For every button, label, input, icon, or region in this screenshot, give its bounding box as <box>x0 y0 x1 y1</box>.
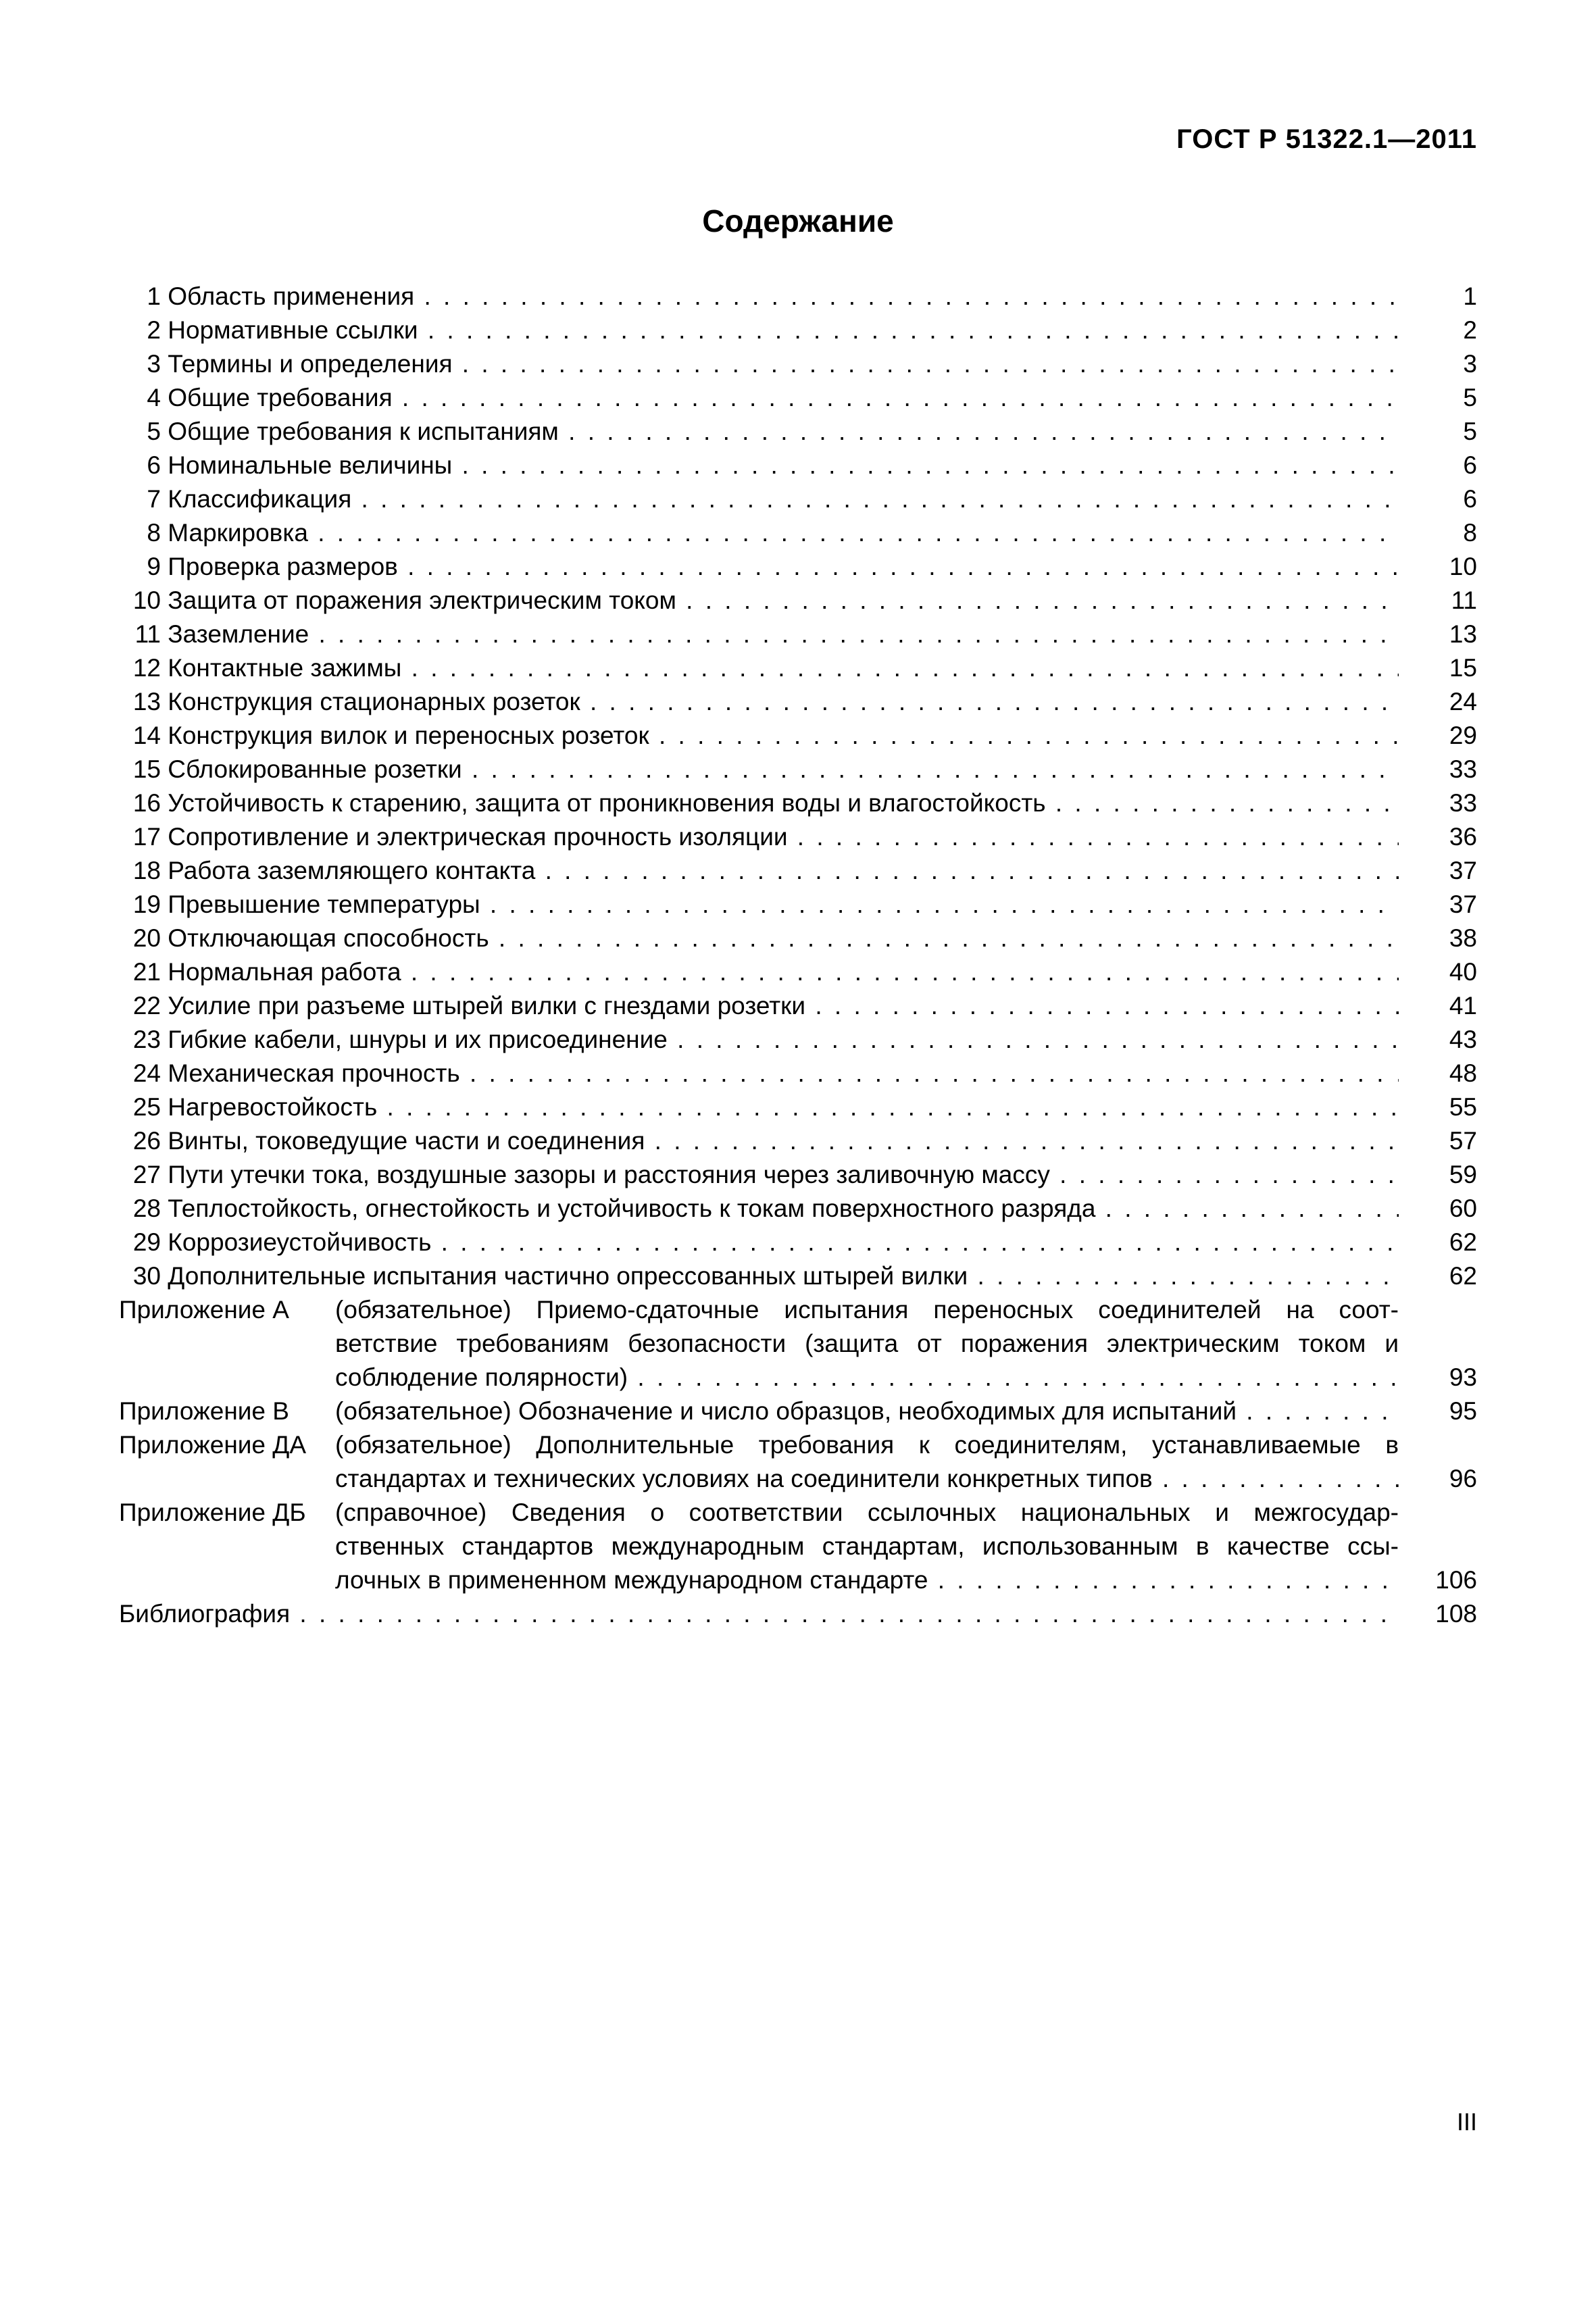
toc-entry-title: Конструкция стационарных розеток <box>168 688 580 715</box>
toc-entry-number: 13 <box>132 688 161 715</box>
toc-entry-number: 28 <box>132 1194 161 1222</box>
toc-title: Содержание <box>702 203 894 238</box>
toc-annex-line <box>119 1462 1477 1496</box>
toc-entry-title: Винты, токоведущие части и соединения <box>168 1127 645 1155</box>
toc-annex-text: соблюдение полярности) . . . <box>335 1361 1399 1394</box>
toc-entry-title: Термины и определения <box>168 350 453 378</box>
toc-entry-leader <box>161 1023 1399 1057</box>
toc-entry-number: 20 <box>132 924 161 952</box>
toc-annex <box>119 1496 1477 1597</box>
toc-entry-title: Сопротивление и электрическая прочность изоляции <box>168 823 788 851</box>
toc-annex-line <box>119 1361 1477 1394</box>
toc-annex-text: (обязательное) Дополнительные требования к соединителям, устанавливаемые в <box>335 1431 1399 1459</box>
toc-entry-page: 38 <box>1449 924 1477 952</box>
toc-entry-title: Коррозиеустойчивость <box>168 1228 432 1256</box>
toc-entry <box>119 955 1477 989</box>
toc-entry <box>119 786 1477 820</box>
toc-entry-leader <box>161 854 1399 888</box>
toc-entry-leader <box>161 584 1399 618</box>
toc-annex-line <box>119 1394 1477 1428</box>
toc-entry-page: 62 <box>1449 1228 1477 1256</box>
toc-entry-page: 60 <box>1449 1194 1477 1222</box>
toc-entry <box>119 1023 1477 1057</box>
toc-entry-number: 18 <box>132 857 161 884</box>
toc-entry-leader <box>161 888 1399 922</box>
toc-annex-page: 93 <box>1449 1363 1477 1391</box>
toc-entry-title: Область применения <box>168 282 415 310</box>
toc-entry-title: Устойчивость к старению, защита от проникновения воды и влагостойкость <box>168 789 1046 817</box>
toc-entry-leader <box>161 651 1399 685</box>
toc-entry-title: Нормативные ссылки <box>168 316 418 344</box>
toc-entry <box>119 550 1477 584</box>
toc-entry-number: 15 <box>132 755 161 783</box>
toc-entry-number: 24 <box>132 1059 161 1087</box>
toc-entry-leader <box>161 719 1399 753</box>
toc-entry-title: Гибкие кабели, шнуры и их присоединение <box>168 1026 668 1053</box>
toc-annex-line <box>119 1563 1477 1597</box>
toc-entry-leader <box>161 1192 1399 1226</box>
toc-entry-page: 13 <box>1449 620 1477 648</box>
toc-entry-page: 5 <box>1463 384 1477 411</box>
toc-entry-leader <box>161 753 1399 786</box>
toc-entry <box>119 482 1477 516</box>
toc-entry-title: Дополнительные испытания частично опрессованных штырей вилки <box>168 1262 968 1290</box>
toc-entry <box>119 685 1477 719</box>
toc-entry-title: Пути утечки тока, воздушные зазоры и расстояния через заливочную массу <box>168 1161 1050 1188</box>
toc-annex <box>119 1394 1477 1428</box>
toc-bibliography-title: Библиография <box>119 1600 291 1628</box>
toc-entry-page: 3 <box>1463 350 1477 378</box>
toc-entry <box>119 651 1477 685</box>
toc-entry-page: 6 <box>1463 485 1477 513</box>
toc-entry-page: 37 <box>1449 890 1477 918</box>
toc-entry <box>119 584 1477 618</box>
toc-entry-number: 23 <box>132 1026 161 1053</box>
toc-entry <box>119 381 1477 415</box>
toc-entry-leader <box>161 1259 1399 1293</box>
toc-entry-number: 6 <box>147 451 161 479</box>
toc-entry-page: 40 <box>1449 958 1477 986</box>
toc-entry-leader <box>161 685 1399 719</box>
toc-entry-number: 29 <box>132 1228 161 1256</box>
toc-entry-page: 57 <box>1449 1127 1477 1155</box>
toc-entry-title: Усилие при разъеме штырей вилки с гнездами розетки <box>168 992 806 1020</box>
toc-entry <box>119 1057 1477 1090</box>
toc-entry-number: 19 <box>132 890 161 918</box>
toc-annex-text: ственных стандартов международным стандартам, использованным в качестве ссы- <box>335 1532 1399 1560</box>
toc-entry-number: 7 <box>147 485 161 513</box>
toc-entry-title: Механическая прочность <box>168 1059 460 1087</box>
toc-annex-text: (обязательное) Обозначение и число образцов, необходимых для испытаний . . . <box>335 1394 1399 1428</box>
toc-annex <box>119 1293 1477 1394</box>
toc-entry-title: Классификация <box>168 485 352 513</box>
toc-entry-page: 24 <box>1449 688 1477 715</box>
toc-entry-number: 10 <box>132 586 161 614</box>
toc-entry-number: 16 <box>132 789 161 817</box>
toc-entry <box>119 313 1477 347</box>
toc-entry-page: 48 <box>1449 1059 1477 1087</box>
toc-entry-page: 62 <box>1449 1262 1477 1290</box>
toc-entry-number: 4 <box>147 384 161 411</box>
toc-entry-title: Защита от поражения электрическим током <box>168 586 676 614</box>
table-of-contents <box>119 280 1477 1631</box>
toc-entry <box>119 922 1477 955</box>
toc-entry-title: Номинальные величины <box>168 451 453 479</box>
toc-entry-number: 2 <box>147 316 161 344</box>
toc-entry-leader <box>161 786 1399 820</box>
toc-annex-label: Приложение ДА <box>119 1431 307 1459</box>
toc-entry-title: Работа заземляющего контакта <box>168 857 536 884</box>
toc-entry-leader <box>161 1158 1399 1192</box>
toc-entry <box>119 719 1477 753</box>
toc-annex-text: стандартах и технических условиях на соединители конкретных типов . . . <box>335 1462 1399 1496</box>
toc-entry-title: Теплостойкость, огнестойкость и устойчивость к токам поверхностного разряда <box>168 1194 1096 1222</box>
toc-entry <box>119 1124 1477 1158</box>
toc-entry-page: 5 <box>1463 418 1477 445</box>
toc-entry-number: 26 <box>132 1127 161 1155</box>
toc-entry-page: 59 <box>1449 1161 1477 1188</box>
toc-entry-leader <box>161 1057 1399 1090</box>
page-number: III <box>1456 2108 1477 2136</box>
toc-entry <box>119 989 1477 1023</box>
toc-entry <box>119 1090 1477 1124</box>
toc-entry-page: 41 <box>1449 992 1477 1020</box>
toc-entry-number: 8 <box>147 519 161 547</box>
toc-entry-leader <box>161 618 1399 651</box>
toc-entry-title: Проверка размеров <box>168 553 398 580</box>
toc-entry-leader <box>161 313 1399 347</box>
toc-entry-number: 3 <box>147 350 161 378</box>
toc-entry <box>119 1226 1477 1259</box>
toc-annex-text: (обязательное) Приемо-сдаточные испытания переносных соединителей на соот- <box>335 1296 1399 1324</box>
toc-entry-title: Сблокированные розетки <box>168 755 462 783</box>
toc-entry-title: Превышение температуры <box>168 890 480 918</box>
toc-entry-number: 30 <box>132 1262 161 1290</box>
toc-entry-page: 10 <box>1449 553 1477 580</box>
toc-entry <box>119 1259 1477 1293</box>
toc-entry-page: 8 <box>1463 519 1477 547</box>
toc-entry-leader <box>161 820 1399 854</box>
toc-entry <box>119 1192 1477 1226</box>
toc-entry <box>119 516 1477 550</box>
toc-entry-leader <box>161 381 1399 415</box>
toc-entry-title: Заземление <box>168 620 309 648</box>
toc-entry-page: 11 <box>1451 586 1477 614</box>
toc-annex-page: 106 <box>1435 1566 1477 1594</box>
toc-entry-title: Маркировка <box>168 519 308 547</box>
toc-entry-page: 15 <box>1449 654 1477 682</box>
toc-entry-leader <box>161 482 1399 516</box>
toc-annex-line <box>119 1496 1477 1530</box>
toc-annex-line <box>119 1428 1477 1462</box>
toc-entry-title: Отключающая способность <box>168 924 489 952</box>
toc-entry-number: 9 <box>147 553 161 580</box>
toc-entry-page: 2 <box>1463 316 1477 344</box>
toc-entry-page: 37 <box>1449 857 1477 884</box>
toc-entry-page: 55 <box>1449 1093 1477 1121</box>
toc-entry-leader <box>161 347 1399 381</box>
toc-entry-leader <box>161 415 1399 449</box>
toc-entry-page: 33 <box>1449 755 1477 783</box>
toc-entry <box>119 415 1477 449</box>
toc-entry-number: 1 <box>147 282 161 310</box>
toc-entry <box>119 449 1477 482</box>
toc-entry-leader <box>161 449 1399 482</box>
toc-bibliography <box>119 1597 1477 1631</box>
toc-entry-title: Общие требования к испытаниям <box>168 418 559 445</box>
toc-annex-line <box>119 1293 1477 1327</box>
toc-entry-number: 17 <box>132 823 161 851</box>
toc-entry <box>119 854 1477 888</box>
toc-annex-line <box>119 1530 1477 1563</box>
toc-entry-number: 14 <box>132 722 161 749</box>
toc-entry-title: Конструкция вилок и переносных розеток <box>168 722 649 749</box>
toc-entry-number: 25 <box>132 1093 161 1121</box>
toc-entry-leader <box>161 1124 1399 1158</box>
toc-entry-leader <box>161 550 1399 584</box>
toc-annex-page: 95 <box>1449 1397 1477 1425</box>
toc-entry-title: Нагревостойкость <box>168 1093 378 1121</box>
toc-bibliography-leader <box>119 1597 1399 1631</box>
toc-annex-line <box>119 1327 1477 1361</box>
toc-entry-number: 22 <box>132 992 161 1020</box>
toc-entry-leader <box>161 516 1399 550</box>
toc-annex-label: Приложение ДБ <box>119 1499 306 1526</box>
toc-entry-leader <box>161 955 1399 989</box>
toc-entry-title: Контактные зажимы <box>168 654 402 682</box>
toc-annex <box>119 1428 1477 1496</box>
toc-annex-text: ветствие требованиям безопасности (защита от поражения электрическим током и <box>335 1330 1399 1357</box>
toc-entry-title: Нормальная работа <box>168 958 401 986</box>
toc-annex-label: Приложение А <box>119 1296 289 1324</box>
toc-entry-leader <box>161 1090 1399 1124</box>
toc-entry <box>119 1158 1477 1192</box>
toc-entry <box>119 820 1477 854</box>
toc-entry-page: 29 <box>1449 722 1477 749</box>
toc-entry-page: 36 <box>1449 823 1477 851</box>
toc-entry <box>119 280 1477 313</box>
toc-entry-page: 33 <box>1449 789 1477 817</box>
toc-annex-text: (справочное) Сведения о соответствии ссылочных национальных и межгосудар- <box>335 1499 1399 1526</box>
toc-entry <box>119 888 1477 922</box>
toc-entry-leader <box>161 989 1399 1023</box>
toc-entry-page: 1 <box>1463 282 1477 310</box>
toc-entry-number: 21 <box>132 958 161 986</box>
toc-entry-leader <box>161 280 1399 313</box>
toc-entry <box>119 618 1477 651</box>
toc-annex-text: лочных в примененном международном стандарте . . . <box>335 1563 1399 1597</box>
toc-entry <box>119 347 1477 381</box>
toc-entry <box>119 753 1477 786</box>
toc-entry-number: 27 <box>132 1161 161 1188</box>
toc-entry-leader <box>161 922 1399 955</box>
toc-entry-number: 5 <box>147 418 161 445</box>
toc-annex-label: Приложение В <box>119 1397 289 1425</box>
toc-bibliography-page: 108 <box>1435 1600 1477 1628</box>
toc-entry-page: 43 <box>1449 1026 1477 1053</box>
document-code: ГОСТ Р 51322.1—2011 <box>1176 124 1477 154</box>
toc-entry-title: Общие требования <box>168 384 393 411</box>
toc-entry-page: 6 <box>1463 451 1477 479</box>
toc-annex-page: 96 <box>1449 1465 1477 1492</box>
toc-entry-leader <box>161 1226 1399 1259</box>
toc-entry-number: 12 <box>132 654 161 682</box>
toc-entry-number: 11 <box>134 620 161 648</box>
